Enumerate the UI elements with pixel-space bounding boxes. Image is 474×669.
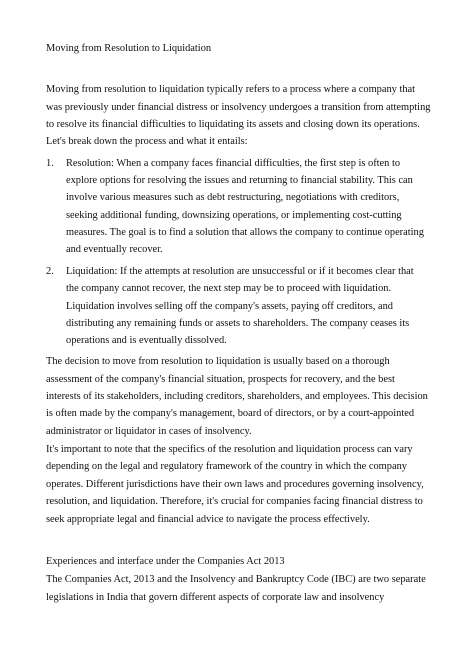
list-item-line: distributing any remaining funds or assets to shareholders. The company ceases its xyxy=(66,318,410,329)
list-item-line: the company cannot recover, the next step may be to proceed with liquidation. xyxy=(66,283,392,294)
paragraph-line: interests of its stakeholders, including creditors, shareholders, and employees. This decision xyxy=(46,391,428,402)
paragraph-line: legislations in India that govern different aspects of corporate law and insolvency xyxy=(46,592,385,603)
intro-line: Let's break down the process and what it entails: xyxy=(46,136,248,147)
paragraph-line: depending on the legal and regulatory framework of the country in which the company xyxy=(46,461,407,472)
list-item-line: Liquidation: If the attempts at resolution are unsuccessful or if it becomes clear that xyxy=(66,266,414,277)
intro-line: was previously under financial distress or insolvency undergoes a transition from attempting xyxy=(46,102,431,113)
document-heading: Moving from Resolution to Liquidation xyxy=(46,43,212,54)
paragraph-line: assessment of the company's financial situation, prospects for recovery, and the best xyxy=(46,374,395,385)
section-heading: Experiences and interface under the Companies Act 2013 xyxy=(46,556,285,567)
paragraph-line: is often made by the company's management, board of directors, or by a court-appointed xyxy=(46,408,415,419)
list-item-line: Resolution: When a company faces financial difficulties, the first step is often to xyxy=(66,158,401,169)
list-item-line: involve various measures such as debt restructuring, negotiations with creditors, xyxy=(66,192,400,203)
list-number: 2. xyxy=(46,266,54,277)
list-item-line: Liquidation involves selling off the company's assets, paying off creditors, and xyxy=(66,301,394,312)
list-item-line: seeking additional funding, downsizing operations, or implementing cost-cutting xyxy=(66,210,402,221)
intro-line: to resolve its financial difficulties to liquidating its assets and closing down its operations. xyxy=(46,119,420,130)
paragraph-line: seek appropriate legal and financial advice to navigate the process effectively. xyxy=(46,514,370,525)
list-item-line: operations and is eventually dissolved. xyxy=(66,335,227,346)
list-number: 1. xyxy=(46,158,54,169)
list-item-line: explore options for resolving the issues and returning to financial stability. This can xyxy=(66,175,413,186)
list-item-line: and eventually recover. xyxy=(66,244,163,255)
paragraph-line: It's important to note that the specifics of the resolution and liquidation process can vary xyxy=(46,444,413,455)
paragraph-line: operates. Different jurisdictions have their own laws and procedures governing insolvency, xyxy=(46,479,424,490)
intro-line: Moving from resolution to liquidation typically refers to a process where a company that xyxy=(46,84,416,95)
list-item-line: measures. The goal is to find a solution that allows the company to continue operating xyxy=(66,227,424,238)
paragraph-line: The decision to move from resolution to liquidation is usually based on a thorough xyxy=(46,356,390,367)
paragraph-line: administrator or liquidator in cases of insolvency. xyxy=(46,426,252,437)
paragraph-line: resolution, and liquidation. Therefore, it's crucial for companies facing financial distress to xyxy=(46,496,423,507)
paragraph-line: The Companies Act, 2013 and the Insolvency and Bankruptcy Code (IBC) are two separate xyxy=(46,574,426,585)
